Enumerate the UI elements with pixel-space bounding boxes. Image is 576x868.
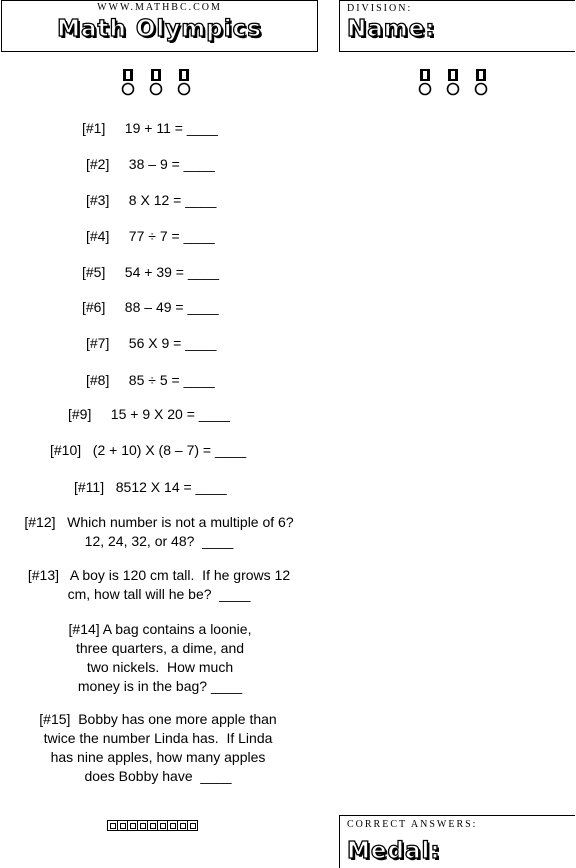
question-2: [#2] 38 – 9 = ____ <box>86 156 215 172</box>
question-15: [#15] Bobby has one more apple than twice the number Linda has. If Linda has nine apples, how many apples does Bobby have ____ <box>39 711 277 784</box>
medal-label: Medal: <box>347 838 441 864</box>
medal-icons-left <box>121 68 191 98</box>
medal-box <box>339 815 575 868</box>
question-4: [#4] 77 ÷ 7 = ____ <box>86 228 215 244</box>
question-13: [#13] A boy is 120 cm tall. If he grows 12 cm, how tall will he be? ____ <box>27 567 291 602</box>
medal-icon <box>418 68 432 98</box>
title-box <box>1 0 318 52</box>
question-11: [#11] 8512 X 14 = ____ <box>74 479 227 495</box>
question-14: [#14] A bag contains a loonie, three quarters, a dime, and two nickels. How much money is in the bag? ____ <box>68 621 252 694</box>
medal-icon <box>121 68 135 98</box>
division-label: DIVISION: <box>347 3 413 14</box>
medal-icon <box>474 68 488 98</box>
page-title: Math Olympics <box>57 16 262 42</box>
medal-icons-right <box>418 68 488 98</box>
question-6: [#6] 88 – 49 = ____ <box>82 299 219 315</box>
correct-answers-label: CORRECT ANSWERS: <box>347 819 478 830</box>
question-9: [#9] 15 + 9 X 20 = ____ <box>68 406 230 422</box>
site-url: WWW.MATHBC.COM <box>97 2 222 13</box>
question-7: [#7] 56 X 9 = ____ <box>86 335 217 351</box>
question-12: [#12] Which number is not a multiple of 6? 12, 24, 32, or 48? ____ <box>24 514 294 549</box>
medal-icon <box>446 68 460 98</box>
decorative-box-row <box>107 817 197 832</box>
medal-icon <box>177 68 191 98</box>
question-8: [#8] 85 ÷ 5 = ____ <box>86 372 215 388</box>
question-5: [#5] 54 + 39 = ____ <box>82 264 219 280</box>
name-box <box>339 0 575 52</box>
question-10: [#10] (2 + 10) X (8 – 7) = ____ <box>50 442 247 458</box>
decor-box-icon <box>187 820 198 831</box>
medal-icon <box>149 68 163 98</box>
question-3: [#3] 8 X 12 = ____ <box>86 192 217 208</box>
question-1: [#1] 19 + 11 = ____ <box>82 120 218 136</box>
name-label: Name: <box>347 16 436 42</box>
